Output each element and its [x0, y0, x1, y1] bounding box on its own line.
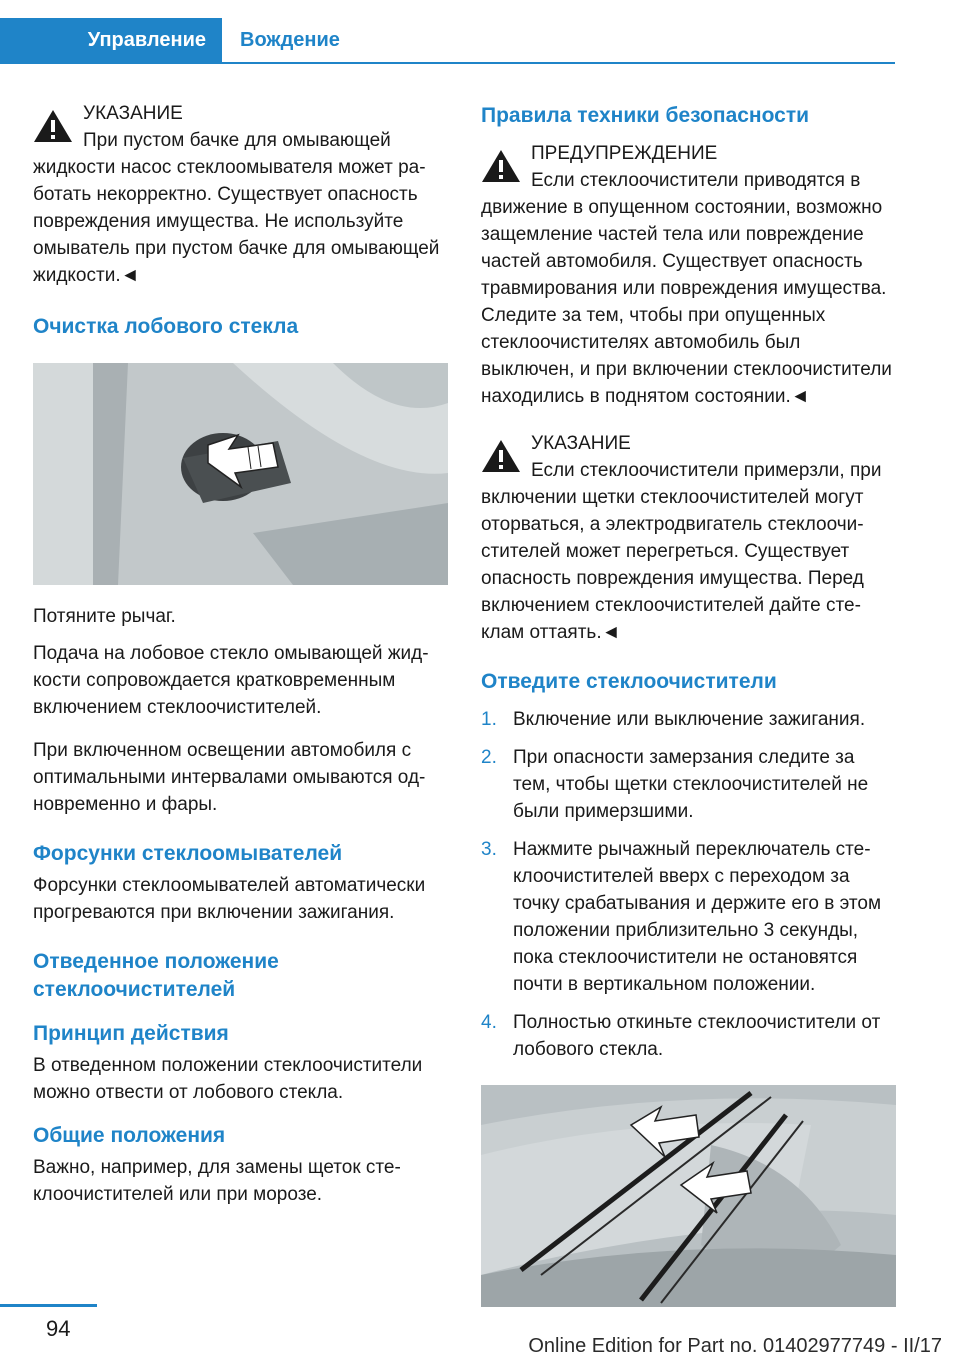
warning-lowered-wipers [481, 140, 896, 410]
page-number: 94 [46, 1316, 71, 1341]
instruction-pull-lever: Потяните рычаг. [33, 606, 176, 627]
heading-principle: Принцип действия [33, 1022, 229, 1045]
paragraph-washer-nozzles: Форсунки стеклоомывателей автоматически прогреваются при включении зажигания. [33, 875, 426, 923]
warning-triangle-icon [33, 108, 73, 144]
notice-title: УКАЗАНИЕ [83, 103, 183, 124]
list-item [481, 706, 896, 733]
heading-washer-nozzles: Форсунки стеклоомывателей [33, 842, 343, 865]
wiper-lever-photo [33, 363, 448, 585]
step-number: 3. [481, 839, 497, 860]
paragraph-principle: В отведенном положении стеклоочистители можно отвести от лобового стекла. [33, 1055, 423, 1103]
step-text: Нажмите рычажный переключатель стеклоочистителей вверх с переходом за точку срабатывания и держите его в этом положении приблизительно 3 секунды, пока стеклоочистители не остановятся почти в вертикальном положении. [513, 839, 882, 995]
step-number: 4. [481, 1012, 497, 1033]
warning-title: ПРЕДУПРЕЖДЕНИЕ [531, 143, 718, 164]
wipers-folded-photo [481, 1085, 896, 1307]
warning-triangle-icon [481, 148, 521, 184]
list-item [481, 1009, 896, 1063]
list-item [481, 744, 896, 825]
heading-folded-position: Отведенное положение стеклоочистителей [33, 950, 279, 1001]
step-number: 2. [481, 747, 497, 768]
step-number: 1. [481, 709, 497, 730]
notice-text: Если стеклоочистители примерзли, при включении щетки стеклоочистителей могут оторваться, а электродвигатель стеклоочистителей может перегреться. Существует опасность повреждения имущества. Перед включением стеклоочистителей дайте стеклам оттаять.◄ [481, 460, 882, 643]
paragraph-washer-supply: Подача на лобовое стекло омывающей жидкости сопровождается кратковременным включением стеклоочистителей. [33, 643, 429, 718]
header-divider [0, 62, 895, 64]
notice-empty-reservoir [33, 100, 448, 289]
right-column [481, 100, 896, 1307]
paragraph-general: Важно, например, для замены щеток стеклоочистителей или при морозе. [33, 1157, 401, 1205]
tab-driving-label: Вождение [240, 28, 340, 51]
tab-driving[interactable] [240, 18, 340, 62]
heading-safety-rules: Правила техники безопасности [481, 104, 810, 127]
notice-frozen-wipers [481, 430, 896, 646]
heading-fold-wipers: Отведите стеклоочистители [481, 670, 777, 693]
footer-accent-line [0, 1304, 97, 1307]
step-text: При опасности замерзания следите за тем, чтобы щетки стеклоочистителей не были примерзшими. [513, 747, 869, 822]
edition-footer: Online Edition for Part no. 01402977749 - II/17 [528, 1335, 942, 1357]
list-item [481, 836, 896, 998]
left-column [33, 100, 448, 1208]
step-text: Включение или выключение зажигания. [513, 709, 866, 730]
section-tabs [0, 18, 895, 64]
warning-triangle-icon [481, 438, 521, 474]
notice-title: УКАЗАНИЕ [531, 433, 631, 454]
step-text: Полностью откиньте стеклоочистители от лобового стекла. [513, 1012, 881, 1060]
tab-controls[interactable] [0, 18, 222, 62]
notice-text: При пустом бачке для омывающей жидкости насос стеклоомывателя может работать некорректно. Существует опасность повреждения имущества. Не используйте омыватель при пустом бачке для омывающей жидкости.◄ [33, 130, 440, 286]
tab-controls-label: Управление [87, 28, 206, 51]
heading-windshield-cleaning: Очистка лобового стекла [33, 315, 299, 338]
warning-text: Если стеклоочистители приводятся в движение в опущенном состоянии, возможно защемление частей тела или повреждение частей автомобиля. Существует опасность травмирования или повреждения имущества. Следите за тем, чтобы при опущенных стеклоочистителях автомобиль был выключен, и при включении стеклоочистители находились в поднятом состоянии.◄ [481, 170, 892, 407]
heading-general: Общие положения [33, 1124, 226, 1147]
steps-list [481, 706, 896, 1063]
paragraph-headlight-wash: При включенном освещении автомобиля с оптимальными интервалами омываются одновременно и фары. [33, 740, 426, 815]
